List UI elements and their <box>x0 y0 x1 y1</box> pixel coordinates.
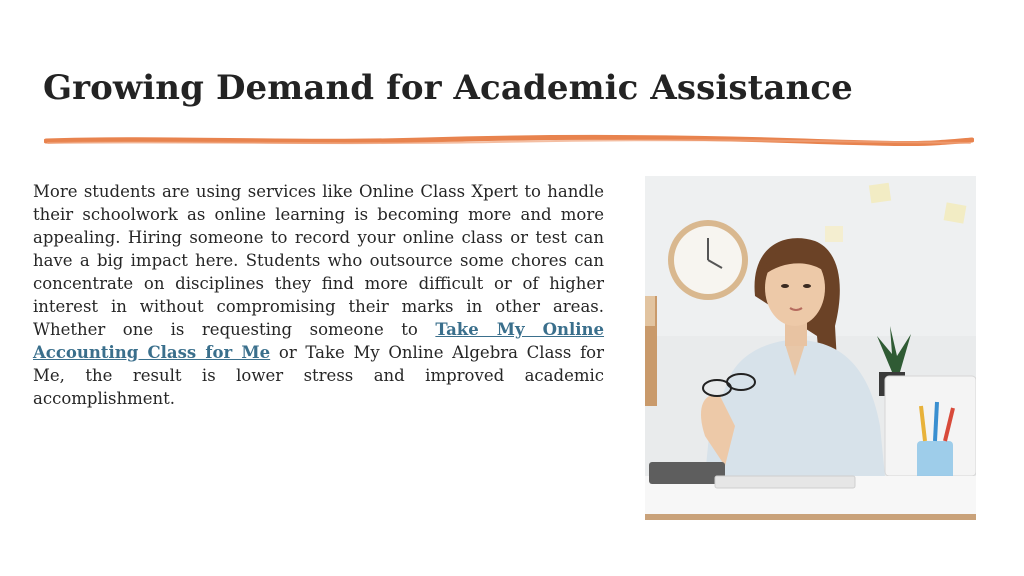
body-paragraph <box>33 180 604 410</box>
body-text-before: More students are using services like Online Class Xpert to handle their schoolwork as online learning is becoming more and more appealing. Hiring someone to record your online class or test can have a big impact here. Students who outsource some chores can concentrate on disciplines they find more difficult or of higher interest in without compromising their marks in other areas. Whether one is requesting someone to <box>33 182 604 339</box>
orange-brush-divider <box>44 132 974 150</box>
student-photo <box>645 176 976 520</box>
slide-title: Growing Demand for Academic Assistance <box>43 68 853 108</box>
accounting-class-link[interactable]: Take My Online Accounting Class for Me <box>33 320 605 362</box>
body-text-after: or Take My Online Algebra Class for Me, the result is lower stress and improved academic accomplishment. <box>33 343 604 408</box>
student-illustration <box>645 176 976 520</box>
